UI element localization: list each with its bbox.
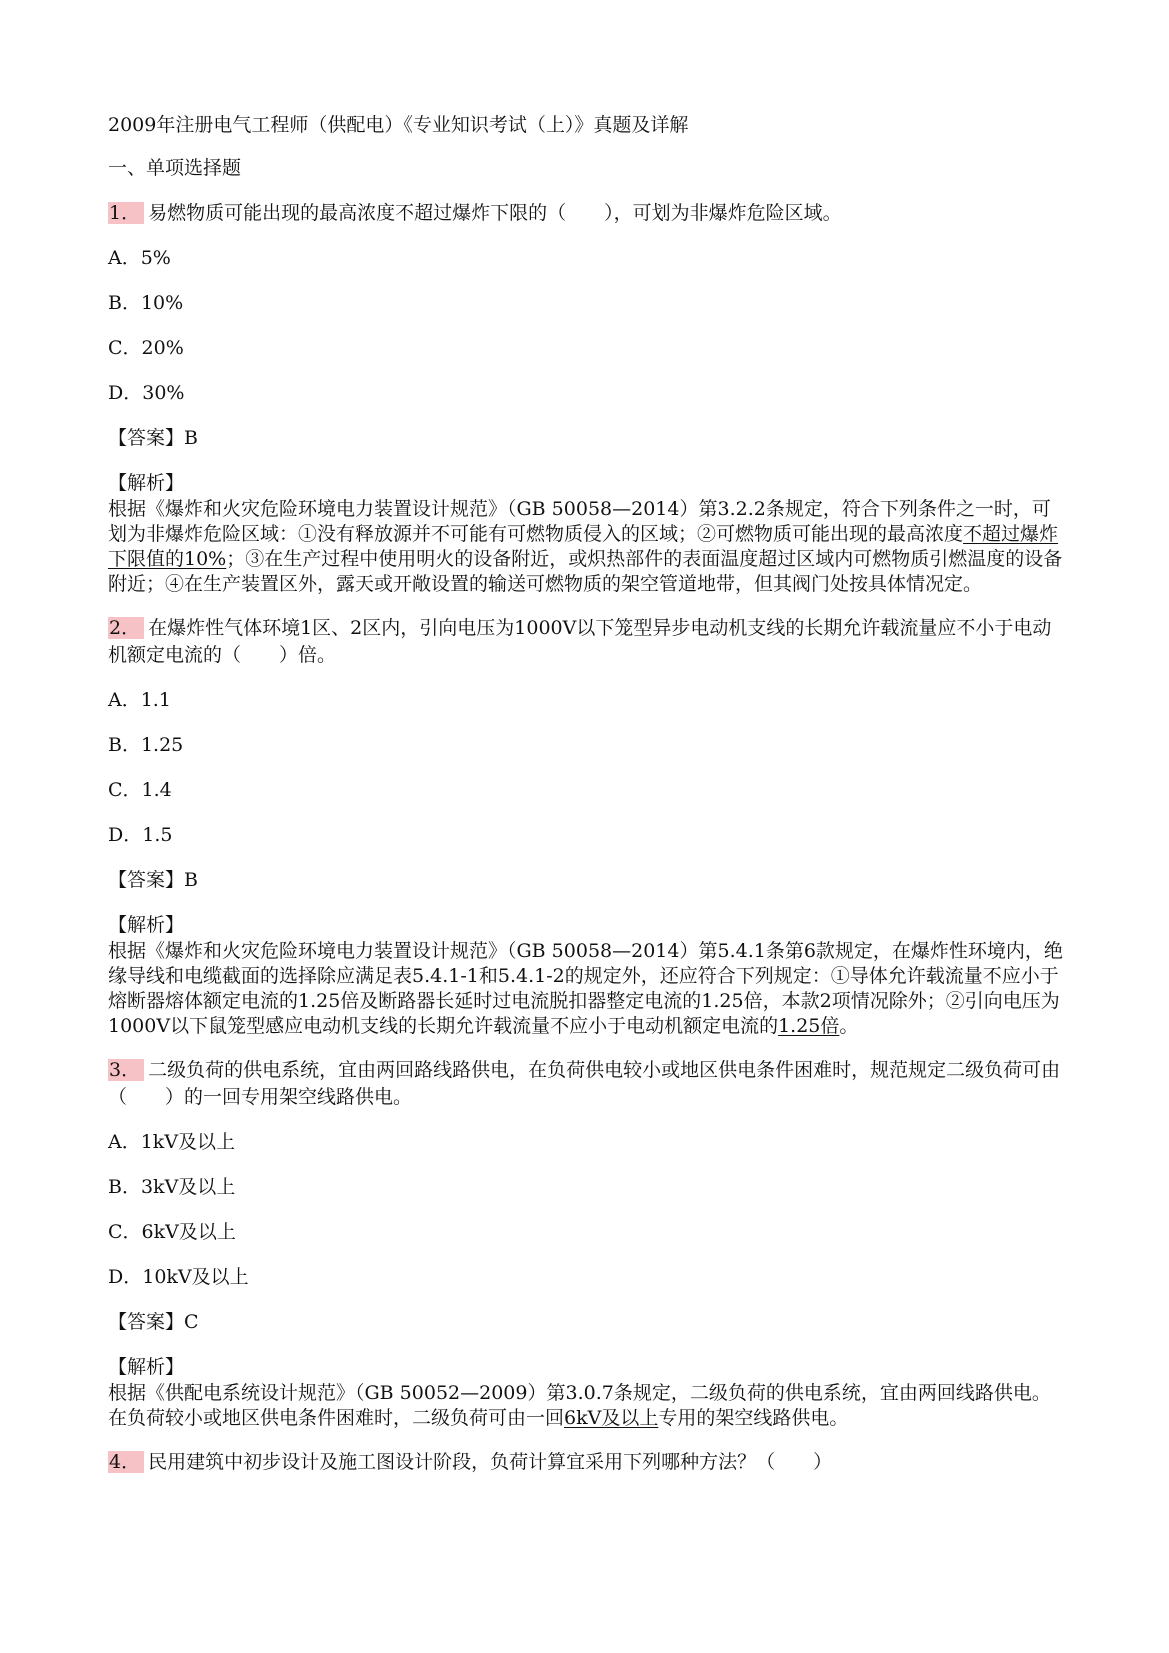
doc-title: 2009年注册电气工程师（供配电）《专业知识考试（上）》真题及详解 (108, 114, 689, 136)
explanation (108, 1381, 1068, 1431)
question-3 (108, 1057, 1068, 1111)
answer: 【答案】B (108, 869, 198, 891)
option-b: B．10% (108, 292, 184, 314)
explanation (108, 497, 1068, 597)
explanation (108, 939, 1068, 1039)
explanation-text: 根据《爆炸和火灾危险环境电力装置设计规范》（GB 50058—2014）第3.2.2条规定，符合下列条件之一时，可划为非爆炸危险区域：①没有释放源并不可能有可燃物质侵入的区域；②可燃物质可能出现的最高浓度 (108, 498, 1051, 545)
section-heading: 一、单项选择题 (108, 157, 242, 179)
option-c: C．1.4 (108, 779, 172, 801)
document-page (108, 112, 1068, 1494)
explanation-text: 专用的架空线路供电。 (658, 1407, 849, 1429)
option-b: B．3kV及以上 (108, 1176, 236, 1198)
option-a: A．1kV及以上 (108, 1131, 236, 1153)
question-text: 在爆炸性气体环境1区、2区内，引向电压为1000V以下笼型异步电动机支线的长期允许载流量应不小于电动机额定电流的（ ）倍。 (108, 617, 1052, 666)
explanation-heading: 【解析】 (108, 472, 185, 494)
question-number: 2． (108, 617, 144, 639)
question-text: 二级负荷的供电系统，宜由两回路线路供电，在负荷供电较小或地区供电条件困难时，规范规定二级负荷可由（ ）的一回专用架空线路供电。 (108, 1059, 1061, 1108)
option-d: D．1.5 (108, 824, 173, 846)
explanation-underline: 6kV及以上 (564, 1407, 659, 1429)
question-number: 1． (108, 202, 144, 224)
question-number: 4． (108, 1451, 144, 1473)
explanation-underline: 1.25倍 (778, 1015, 840, 1037)
option-d: D．10kV及以上 (108, 1266, 249, 1288)
explanation-text: ；③在生产过程中使用明火的设备附近，或炽热部件的表面温度超过区域内可燃物质引燃温度的设备附近；④在生产装置区外，露天或开敞设置的输送可燃物质的架空管道地带，但其阀门处按具体情况定。 (108, 548, 1063, 595)
question-text: 易燃物质可能出现的最高浓度不超过爆炸下限的（ ），可划为非爆炸危险区域。 (148, 202, 842, 224)
option-a: A．5% (108, 247, 171, 269)
option-b: B．1.25 (108, 734, 184, 756)
explanation-heading: 【解析】 (108, 1356, 185, 1378)
option-a: A．1.1 (108, 689, 171, 711)
explanation-text: 。 (839, 1015, 859, 1037)
question-text: 民用建筑中初步设计及施工图设计阶段，负荷计算宜采用下列哪种方法？（ ） (148, 1451, 833, 1473)
explanation-text: 根据《供配电系统设计规范》（GB 50052—2009）第3.0.7条规定，二级负荷的供电系统，宜由两回线路供电。在负荷较小或地区供电条件困难时，二级负荷可由一回 (108, 1382, 1051, 1429)
option-c: C．20% (108, 337, 184, 359)
option-d: D．30% (108, 382, 185, 404)
answer: 【答案】C (108, 1311, 199, 1333)
question-2 (108, 615, 1068, 669)
explanation-text: 根据《爆炸和火灾危险环境电力装置设计规范》（GB 50058—2014）第5.4.1条第6款规定，在爆炸性环境内，绝缘导线和电缆截面的选择除应满足表5.4.1-1和5.4.1-2的规定外，还应符合下列规定：①导体允许载流量不应小于熔断器熔体额定电流的1.25倍及断路器长延时过电流脱扣器整定电流的1.25倍，本款2项情况除外；②引向电压为1000V以下鼠笼型感应电动机支线的长期允许载流量不应小于电动机额定电流的 (108, 940, 1063, 1037)
explanation-underline: 不超过爆炸下限值的10% (108, 523, 1059, 570)
question-1 (108, 200, 1068, 227)
option-c: C．6kV及以上 (108, 1221, 236, 1243)
question-number: 3． (108, 1059, 144, 1081)
explanation-heading: 【解析】 (108, 914, 185, 936)
question-4 (108, 1449, 1068, 1476)
answer: 【答案】B (108, 427, 198, 449)
